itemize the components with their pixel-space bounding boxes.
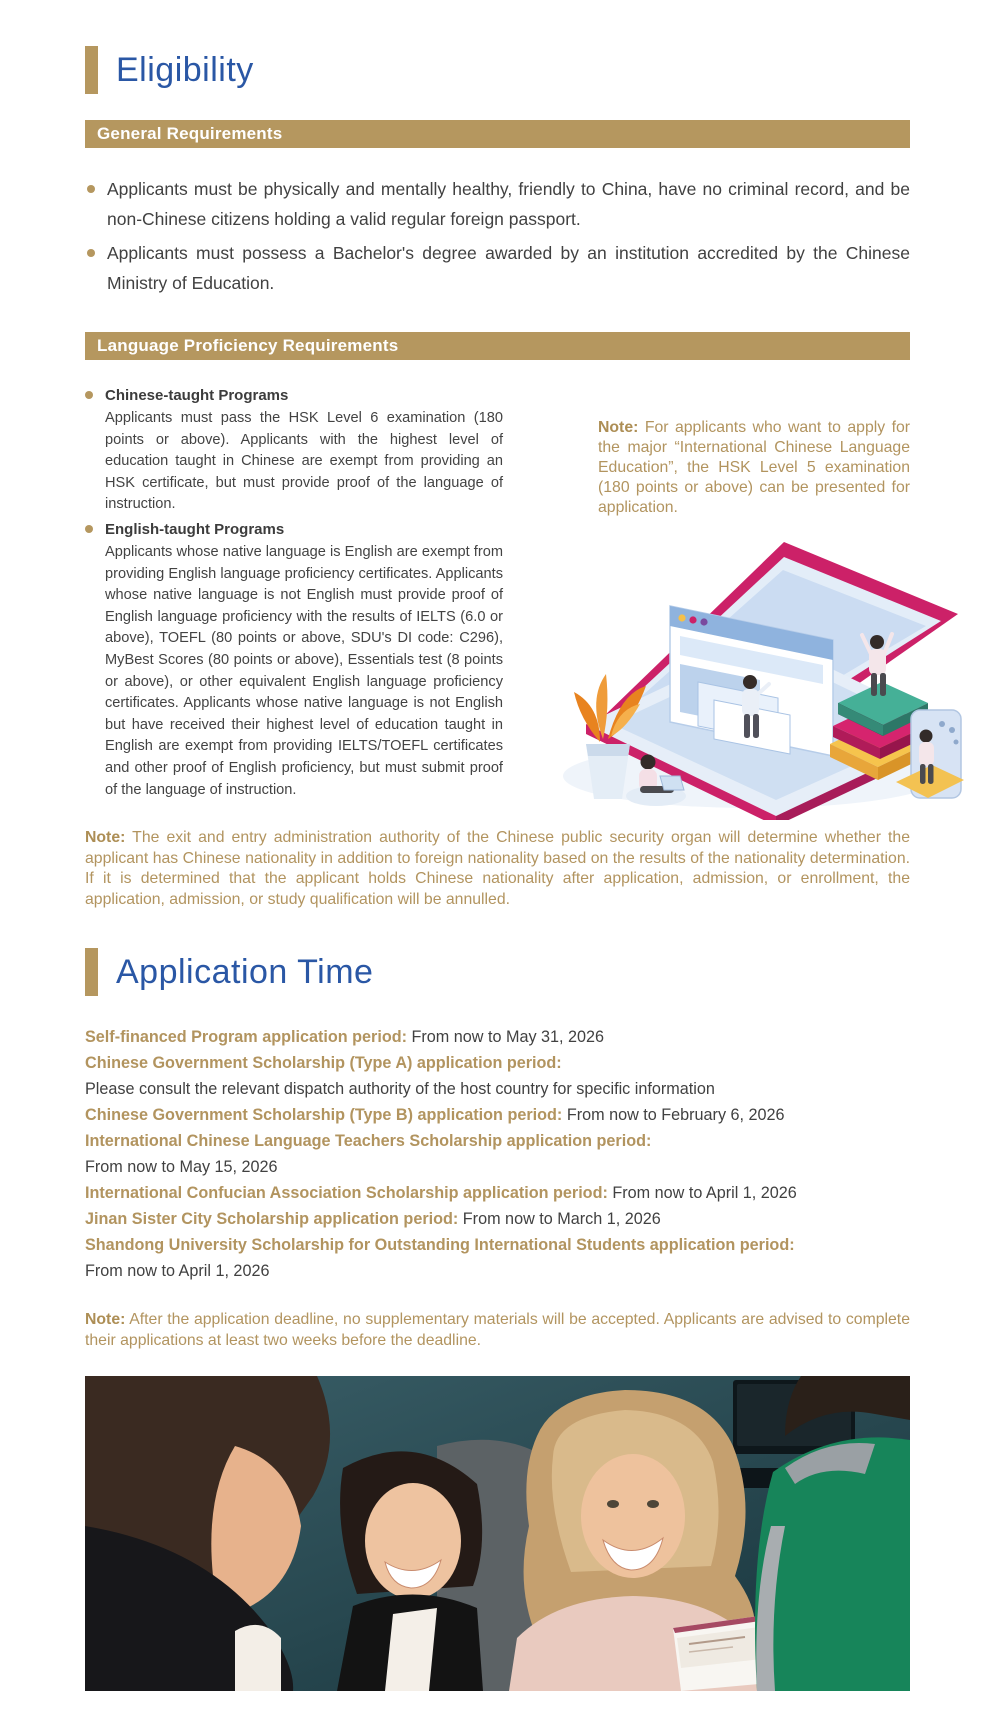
period-label: Shandong University Scholarship for Outstanding International Students application period: <box>85 1236 795 1255</box>
period-label: Jinan Sister City Scholarship application period: <box>85 1210 459 1229</box>
programs-column <box>85 386 503 820</box>
bullet-dot <box>87 185 95 193</box>
bullet-dot <box>87 249 95 257</box>
note-text: The exit and entry administration authority of the Chinese public security organ will determine whether the applicant has Chinese nationality in addition to foreign nationality based on the results of the nationality determination. If it is determined that the applicant holds Chinese nationality after application, admission, or enrollment, the application, admission, or study qualification will be annulled. <box>85 829 910 908</box>
application-periods-list <box>85 1024 910 1284</box>
chinese-taught-programs <box>85 386 503 516</box>
period-label: International Chinese Language Teachers Scholarship application period: <box>85 1132 652 1151</box>
period-value: From now to February 6, 2026 <box>566 1106 785 1125</box>
period-row <box>85 1050 910 1102</box>
general-requirements-banner: General Requirements <box>85 120 910 148</box>
period-row <box>85 1024 910 1050</box>
hsk-side-note <box>598 418 910 518</box>
general-requirements-list <box>85 174 910 298</box>
title-accent-bar <box>85 46 98 94</box>
program-heading: English-taught Programs <box>105 520 285 538</box>
list-item <box>85 174 910 234</box>
bullet-text: Applicants must be physically and mentally healthy, friendly to China, have no criminal record, and be non-Chinese citizens holding a valid regular foreign passport. <box>107 179 910 229</box>
photo-container <box>85 1376 910 1691</box>
eligibility-title: Eligibility <box>116 50 254 89</box>
nationality-note <box>85 828 910 910</box>
period-row <box>85 1102 910 1128</box>
note-label: Note: <box>85 829 126 846</box>
period-row <box>85 1232 910 1284</box>
list-item <box>85 238 910 298</box>
bullet-dot <box>85 525 93 533</box>
side-column <box>598 386 910 820</box>
online-learning-illustration <box>528 514 968 820</box>
period-value: From now to May 31, 2026 <box>411 1028 605 1047</box>
application-time-title-block <box>85 948 910 996</box>
note-text: For applicants who want to apply for the major “International Chinese Language Education”, the HSK Level 5 examination (180 points or above) can be presented for application. <box>598 419 911 516</box>
note-label: Note: <box>598 419 639 436</box>
period-value: Please consult the relevant dispatch authority of the host country for specific information <box>85 1080 715 1099</box>
period-row <box>85 1180 910 1206</box>
period-row <box>85 1128 910 1180</box>
bullet-dot <box>85 391 93 399</box>
program-text: Applicants whose native language is English are exempt from providing English language proficiency certificates. Applicants whose native language is not English must provide proof of English language proficiency with the results of IELTS (6.0 or above), TOEFL (80 points or above, SDU's DI code: C296), MyBest Scores (80 points or above), Essentials test (8 points or above), or other equivalent English language proficiency certificates. Applicants whose native language is not English but have received their highest level of education taught in English are exempt from providing IELTS/TOEFL certificates and other proof of English proficiency, but must submit proof of the language of instruction. <box>105 543 503 798</box>
period-row <box>85 1206 910 1232</box>
students-photo <box>85 1376 910 1691</box>
period-value: From now to March 1, 2026 <box>462 1210 661 1229</box>
period-value: From now to April 1, 2026 <box>85 1262 270 1281</box>
period-label: Self-financed Program application period: <box>85 1028 407 1047</box>
period-label: Chinese Government Scholarship (Type A) application period: <box>85 1054 562 1073</box>
title-accent-bar <box>85 948 98 996</box>
application-time-title: Application Time <box>116 952 374 991</box>
period-value: From now to April 1, 2026 <box>612 1184 797 1203</box>
bullet-text: Applicants must possess a Bachelor's degree awarded by an institution accredited by the Chinese Ministry of Education. <box>107 243 910 293</box>
program-heading: Chinese-taught Programs <box>105 387 289 404</box>
note-text: After the application deadline, no supplementary materials will be accepted. Applicants are advised to complete their applications at least two weeks before the deadline. <box>85 1311 910 1349</box>
period-label: Chinese Government Scholarship (Type B) application period: <box>85 1106 563 1125</box>
english-taught-programs <box>85 520 503 801</box>
period-value: From now to May 15, 2026 <box>85 1158 278 1177</box>
language-requirements-banner: Language Proficiency Requirements <box>85 332 910 360</box>
program-text: Applicants must pass the HSK Level 6 examination (180 points or above). Applicants with the highest level of education taught in Chinese are exempt from providing an HSK certificate, but must provide proof of the language of instruction. <box>105 410 503 513</box>
deadline-note <box>85 1310 910 1351</box>
note-label: Note: <box>85 1311 126 1329</box>
period-label: International Confucian Association Scholarship application period: <box>85 1184 608 1203</box>
eligibility-title-block <box>85 0 910 94</box>
language-requirements-body <box>85 386 910 820</box>
